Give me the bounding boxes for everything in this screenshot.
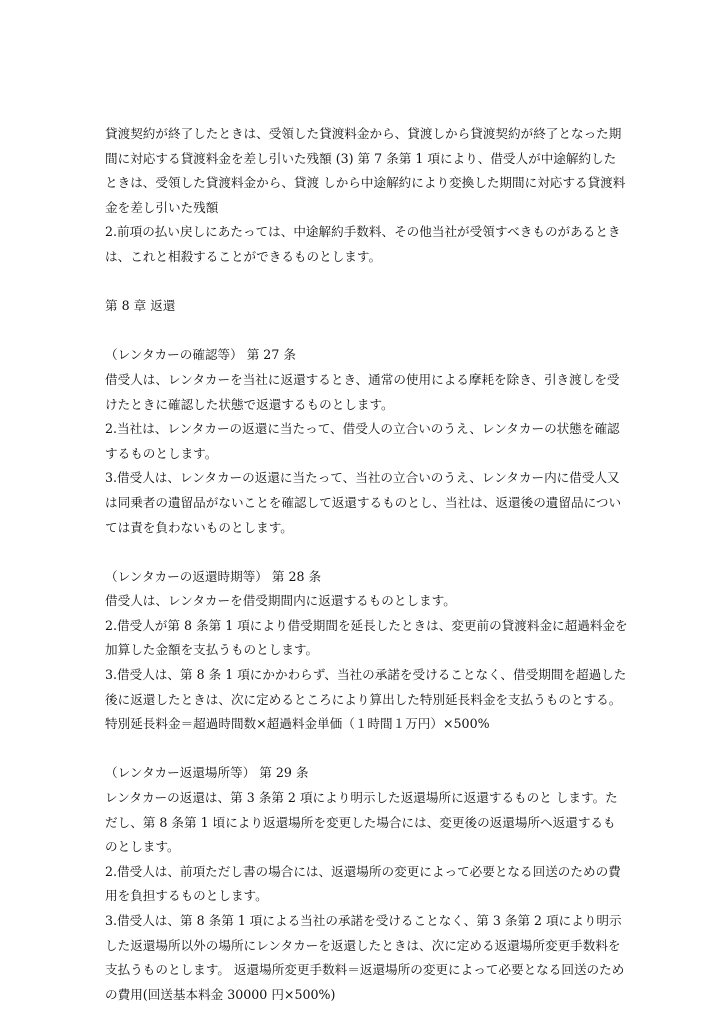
paragraph: 貸渡契約が終了したときは、受領した貸渡料金から、貸渡しから貸渡契約が終了となった期間に対応する貸渡料金を差し引いた残額 (3) 第 7 条第 1 項により、借受人が中途解約したときは、受領した貸渡料金から、貸渡 しから中途解約により変換した期間に対応する貸渡料金を差し引いた残額 <box>105 126 626 215</box>
paragraph: 2.前項の払い戻しにあたっては、中途解約手数料、その他当社が受領すべきものがあるときは、これと相殺することができるものとします。 <box>105 224 621 264</box>
paragraph: レンタカーの返還は、第 3 条第 2 項により明示した返還場所に返還するものと します。ただし、第 8 条第 1 頃により返還場所を変更した場合には、変更後の返還場所へ返還するものとします。 <box>105 790 618 855</box>
paragraph: 第 8 章 返還 <box>105 298 176 314</box>
paragraph: （レンタカー返還場所等） 第 29 条 <box>105 765 309 781</box>
paragraph: 3.借受人は、レンタカーの返還に当たって、当社の立合いのうえ、レンタカー内に借受人又 は同乗者の遺留品がないことを確認して返還するものとし、当社は、返還後の遺留品については責を負わないものとします。 <box>105 470 622 535</box>
paragraph-gap <box>105 737 628 762</box>
paragraph: 借受人は、レンタカーを借受期間内に返還するものとします。 <box>105 593 456 609</box>
paragraph: 2.借受人は、前項ただし書の場合には、返還場所の変更によって必要となる回送のための費用を負担するものとします。 <box>105 863 621 904</box>
paragraph: 3.借受人は、第 8 条 1 項にかかわらず、当社の承諾を受けることなく、借受期間を超過した後に返還したときは、次に定めるところにより算出した特別延長料金を支払うものとする。 特別延長料金＝超過時間数×超過料金単価（１時間１万円）×500% <box>105 667 627 732</box>
paragraph: 3.借受人は、第 8 条第 1 項による当社の承諾を受けることなく、第 3 条第 2 項により明示した返還場所以外の場所にレンタカーを返還したときは、次に定める返還場所変更手数料を支払うものとします。 返還場所変更手数料＝返還場所の変更によって必要となる回送のための費用(回送基本料金 30000 円×500%) <box>105 913 625 1002</box>
paragraph-gap <box>105 270 628 295</box>
paragraph: 2.当社は、レンタカーの返還に当たって、借受人の立合いのうえ、レンタカーの状態を確認するものとします。 <box>105 421 620 461</box>
paragraph-gap <box>105 319 628 344</box>
paragraph-gap <box>105 540 628 565</box>
paragraph: 2.借受人が第 8 条第 1 項により借受期間を延長したときは、変更前の貸渡料金に超過料金を加算した金額を支払うものとします。 <box>105 617 628 658</box>
paragraph: （レンタカーの確認等） 第 27 条 <box>105 347 296 363</box>
paragraph: （レンタカーの返還時期等） 第 28 条 <box>105 568 322 584</box>
paragraph: 借受人は、レンタカーを当社に返還するとき、通常の使用による摩耗を除き、引き渡しを受けたときに確認した状態で返還するものとします。 <box>105 371 620 412</box>
